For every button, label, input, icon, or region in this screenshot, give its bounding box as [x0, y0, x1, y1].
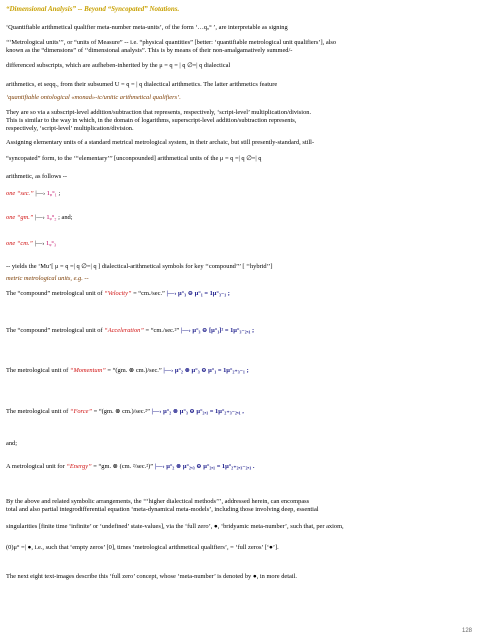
unit-energy: A metrological unit for “Energy” = “gm. ⊗ (cm. ²/sec.²)” |—› μ°₂ ⊗ μ°₂ₓ₃ ⊖ μ°₂ₓ₁ = 1μ°₂₊₂ₓ₃₋₂ₓ₁ . [6, 463, 255, 470]
para2-line-3: respectively, ‘script-level’ multiplication/division. [6, 125, 134, 132]
yield-line-1: -- yields the ‘Mu’[ μ = q =| q ∅=| q ] dialectical-arithmetical symbols for key ‘‘compound’’’ [ ‘‘hybrid’’] [6, 263, 273, 270]
para3-line-3: arithmetic, as follows -- [6, 173, 68, 180]
unit-momentum: The metrological unit of “Momentum” = “(gm. ⊗ cm.)/sec.” |—› μ°₂ ⊗ μ°₃ ⊖ μ°₁ = 1μ°₂₊₃₋₁ ; [6, 367, 249, 374]
unit-velocity: The “compound” metrological unit of “Velocity” = “cm./sec.” |—› μ°₃ ⊖ μ°₁ = 1μ°₃₋₁ ; [6, 290, 230, 297]
para1-line-6: ‘quantifiable ontological «monad»-ic/unitic arithmetical qualifiers’. [6, 94, 181, 101]
para5-line: The next eight text-images describe this ‘full zero’ concept, whose ‘meta-number’ is denoted by ●, in more detail. [6, 573, 297, 580]
para1-line-3: known as the “dimensions” of ‘‘dimensional analysis”. This is by means of their non-amalgamatively summed/- [6, 47, 293, 54]
page-heading: “Dimensional Analysis” -- Beyond “Syncopated” Notations. [6, 6, 180, 13]
unit-acceleration: The “compound” metrological unit of “Acceleration” = “cm./sec.²” |—› μ°₃ ⊖ [μ°₁]² = 1μ°₃₋₂ₓ₁ ; [6, 327, 255, 334]
para3-line-2: “syncopated” form, to the ‘‘‘elementary’’’ [unconpounded] arithmetical units of the μ = q =| q ∅=| q [6, 155, 262, 162]
and-text: and; [6, 440, 18, 447]
para1-line-2: ‘‘‘Metrological units’’’, or “units of Measure” -- i.e. “physical quantities” [better: ‘quantifiable metrological unit qualifiers’], also [6, 39, 337, 46]
para4-line-3: singularities [finite time ‘infinite’ or ‘undefined’ state-values], via the ‘full zero’, ●, ‘bridyamic meta-number’, such that, per axiom, [6, 523, 344, 530]
def-gm: one “gm.” |—› 1ᵩ°₂ ; and; [6, 214, 73, 221]
para4-line-2: total and also partial integrodifferential equation ‘meta-dynamical meta-models’, including those involving deep, essential [6, 506, 319, 513]
para1-line-1: ‘Quantifiable arithmetical qualifier meta-number meta-units’, of the form ‘…qᵤ° ’, are interpretable as signing [6, 24, 288, 31]
unit-force: The metrological unit of “Force” = “(gm. ⊗ cm.)/sec.²” |—› μ°₂ ⊗ μ°₃ ⊖ μ°₂ₓ₁ = 1μ°₂₊₃₋₂ₓ₁ , [6, 408, 244, 415]
para4-line-1: By the above and related symbolic arrangements, the ‘‘‘higher dialectical methods’’’, addressed herein, can encompass [6, 498, 310, 505]
para1-line-5: arithmetics, et seqq., from their subsumed U = q = | q dialectical arithmetics. The latter arithmetics feature [6, 81, 278, 88]
para2-line-1: They are so via a subscript-level addition/subtraction that represents, respectively, ‘script-level’ multiplication/division. [6, 109, 312, 116]
yield-line-2: metric metrological units, e.g. -- [6, 275, 89, 282]
para4-line-4: (0)μ° =| ●, i.e., such that ‘empty zeros’ [0], times ‘metrological arithmetical qualifiers’, = ‘full zeros’ [‘●’]. [6, 544, 279, 551]
para3-line-1: Assigning elementary units of a standard metrical metrological system, in their archaic, but still presently-standard, still- [6, 139, 315, 146]
para2-line-2: This is similar to the way in which, in the domain of logarithms, superscript-level addition/subtraction represents, [6, 117, 297, 124]
def-cm: one “cm.” |—› 1ᵩ°₃ [6, 240, 57, 247]
page-number: 128 [461, 628, 472, 634]
def-sec: one “sec.” |—› 1ᵩ°₁ ; [6, 190, 61, 197]
para1-line-4: differenced subscripts, which are aufheben-inherited by the μ = q = | q ∅=| q dialectical [6, 62, 231, 69]
